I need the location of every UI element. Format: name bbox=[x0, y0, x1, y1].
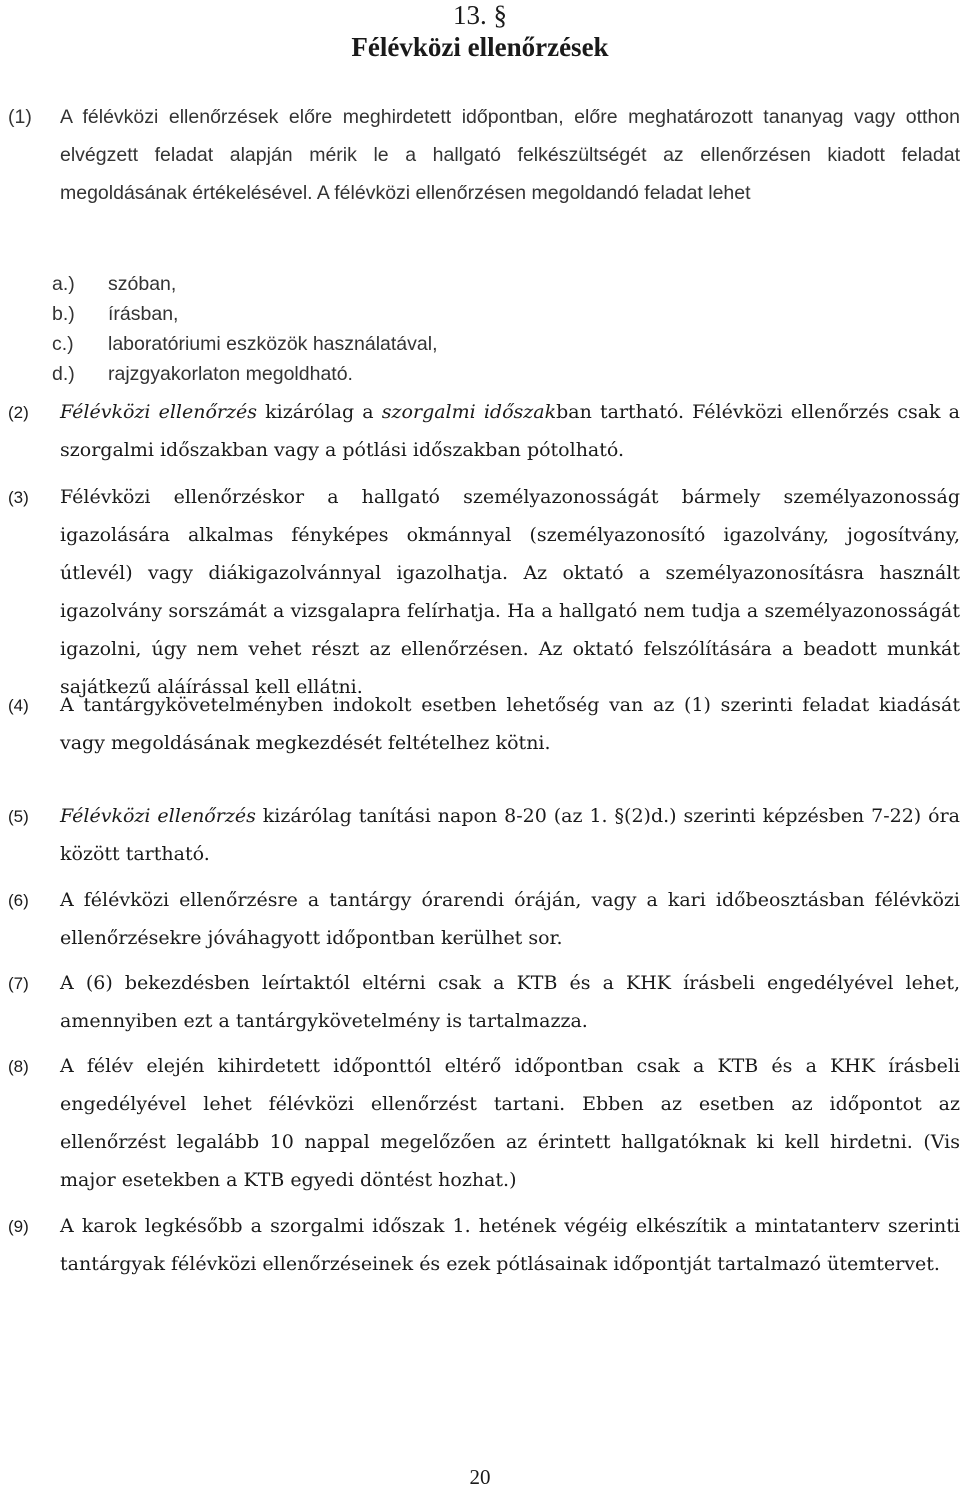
paragraph-text: A tantárgykövetelményben indokolt esetben lehetőség van az (1) szerinti feladat kiadását vagy megoldásának megkezdését feltételhez kötni. bbox=[60, 694, 960, 754]
paragraph-3 bbox=[8, 478, 960, 708]
paragraph-5 bbox=[8, 797, 960, 877]
paragraph-number: (2) bbox=[8, 403, 29, 422]
paragraph-text: A karok legkésőbb a szorgalmi időszak 1. hetének végéig elkészítik a mintatanterv szerinti tantárgyak félévközi ellenőrzéseinek és ezek pótlásainak időpontját tartalmazó ütemtervet. bbox=[60, 1215, 960, 1275]
list-item-label: a.) bbox=[52, 273, 75, 295]
section-number: 13. § bbox=[453, 0, 507, 30]
list-item bbox=[52, 270, 176, 298]
list-item bbox=[52, 360, 353, 388]
paragraph-text: A félévközi ellenőrzésre a tantárgy órarendi óráján, vagy a kari időbeosztásban félévközi ellenőrzésekre jóváhagyott időpontban kerülhet sor. bbox=[60, 889, 960, 949]
paragraph-6 bbox=[8, 881, 960, 961]
paragraph-4 bbox=[8, 686, 960, 766]
paragraph-2 bbox=[8, 393, 960, 473]
list-item-text: rajzgyakorlaton megoldható. bbox=[108, 363, 353, 385]
paragraph-text: A félévközi ellenőrzések előre meghirdetett időpontban, előre meghatározott tananyag vagy otthon elvégzett feladat alapján mérik le a hallgató felkészültségét az ellenőrzésen kiadott feladat megoldásának értékelésével. A félévközi ellenőrzésen megoldandó feladat lehet bbox=[60, 106, 960, 204]
paragraph-number: (9) bbox=[8, 1217, 29, 1236]
text-run: kizárólag a bbox=[257, 401, 382, 423]
list-item-text: írásban, bbox=[108, 303, 179, 325]
paragraph-text: A (6) bekezdésben leírtaktól eltérni csak a KTB és a KHK írásbeli engedélyével lehet, amennyiben ezt a tantárgykövetelmény is tartalmazza. bbox=[60, 972, 960, 1032]
paragraph-8 bbox=[8, 1047, 960, 1207]
page-title: Félévközi ellenőrzések bbox=[351, 32, 609, 62]
emphasis-term: Félévközi ellenőrzés bbox=[60, 401, 258, 423]
paragraph-number: (7) bbox=[8, 974, 29, 993]
paragraph-number: (1) bbox=[8, 106, 32, 128]
list-item-label: d.) bbox=[52, 363, 75, 385]
paragraph-number: (6) bbox=[8, 891, 29, 910]
page-number: 20 bbox=[469, 1465, 491, 1489]
paragraph-1 bbox=[8, 98, 960, 258]
paragraph-number: (5) bbox=[8, 807, 29, 826]
emphasis-term: szorgalmi időszak bbox=[381, 401, 557, 423]
emphasis-term: Félévközi ellenőrzés bbox=[60, 805, 256, 827]
paragraph-number: (8) bbox=[8, 1057, 29, 1076]
paragraph-text bbox=[60, 393, 960, 469]
list-item-label: b.) bbox=[52, 303, 75, 325]
text-run: kizárólag tanítási napon 8-20 (az 1. §(2)d.) szerinti képzésben 7-22) óra között tartható. bbox=[60, 805, 960, 865]
paragraph-text: Félévközi ellenőrzéskor a hallgató személyazonosságát bármely személyazonosság igazolására alkalmas fényképes okmánnyal (személyazonosító igazolvány, jogosítvány, útlevél) vagy diákigazolvánnyal igazolhatja. Az oktató a személyazonosításra használt igazolvány sorszámát a vizsgalapra felírhatja. Ha a hallgató nem tudja a személyazonosságát igazolni, úgy nem vehet részt az ellenőrzésen. Az oktató felszólítására a beadott munkát sajátkezű aláírással kell ellátni. bbox=[60, 486, 960, 698]
text-run: ban tartható. Félévközi ellenőrzés csak a szorgalmi időszakban vagy a pótlási időszakban pótolható. bbox=[60, 401, 960, 461]
list-item-text: szóban, bbox=[108, 273, 177, 295]
list-item bbox=[52, 330, 438, 358]
list-item-text: laboratóriumi eszközök használatával, bbox=[108, 333, 438, 355]
paragraph-9 bbox=[8, 1207, 960, 1327]
paragraph-number: (3) bbox=[8, 488, 29, 507]
list-item-label: c.) bbox=[52, 333, 74, 355]
paragraph-number: (4) bbox=[8, 696, 29, 715]
list-item bbox=[52, 300, 178, 328]
paragraph-text bbox=[60, 797, 960, 873]
paragraph-text: A félév elején kihirdetett időponttól eltérő időpontban csak a KTB és a KHK írásbeli engedélyével lehet félévközi ellenőrzést tartani. Ebben az esetben az időpontot az ellenőrzést legalább 10 nappal megelőzően az érintett hallgatóknak ki kell hirdetni. (Vis major esetekben a KTB egyedi döntést hozhat.) bbox=[60, 1055, 960, 1191]
paragraph-7 bbox=[8, 964, 960, 1044]
